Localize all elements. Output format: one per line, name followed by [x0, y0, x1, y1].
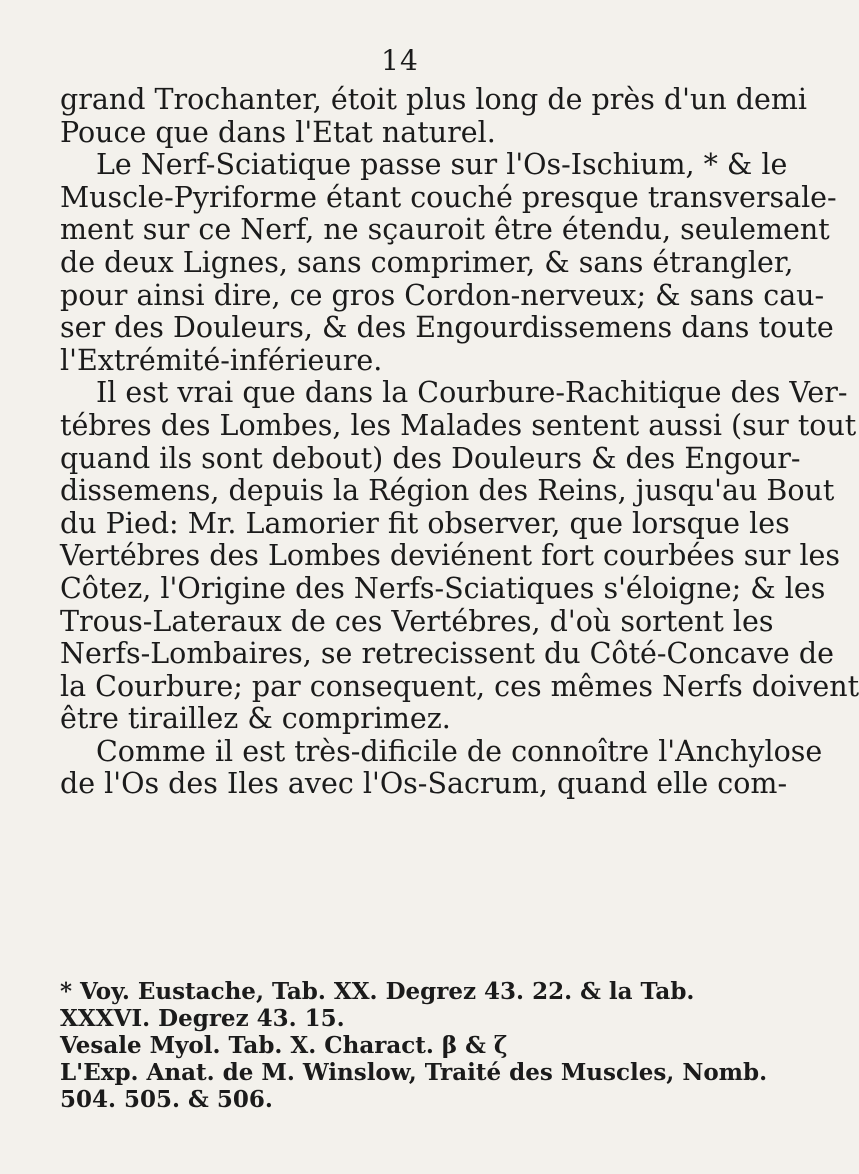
text-line: pour ainsi dire, ce gros Cordon-nerveux; & sans cau-: [60, 278, 825, 312]
text-line: ment sur ce Nerf, ne sçauroit être étendu, seulement: [60, 213, 830, 247]
text-line: du Pied: Mr. Lamorier fit observer, que lorsque les: [60, 506, 790, 540]
footnote-line: L'Exp. Anat. de M. Winslow, Traité des Muscles, Nomb.: [60, 1059, 768, 1086]
footnote-line: Vesale Myol. Tab. X. Charact. β & ζ: [60, 1032, 508, 1059]
text-line: Le Nerf-Sciatique passe sur l'Os-Ischium, * & le: [96, 148, 788, 182]
text-line: Côtez, l'Origine des Nerfs-Sciatiques s'éloigne; & les: [60, 571, 826, 605]
text-line: de deux Lignes, sans comprimer, & sans étrangler,: [60, 245, 794, 279]
text-line: Il est vrai que dans la Courbure-Rachitique des Ver-: [96, 376, 848, 410]
text-line: l'Extrémité-inférieure.: [60, 343, 383, 377]
text-line: de l'Os des Iles avec l'Os-Sacrum, quand elle com-: [60, 767, 788, 801]
text-line: tébres des Lombes, les Malades sentent aussi (sur tout: [60, 408, 857, 442]
footnote-line: XXXVI. Degrez 43. 15.: [60, 1005, 345, 1032]
text-line: Nerfs-Lombaires, se retrecissent du Côté-Concave de: [60, 637, 834, 671]
page-number: 14: [381, 44, 419, 77]
footnote-line: * Voy. Eustache, Tab. XX. Degrez 43. 22. & la Tab.: [60, 978, 695, 1005]
text-line: grand Trochanter, étoit plus long de près d'un demi: [60, 83, 808, 116]
text-line: Pouce que dans l'Etat naturel.: [60, 115, 496, 149]
text-line: ser des Douleurs, & des Engourdissemens dans toute: [60, 311, 834, 345]
text-line: Muscle-Pyriforme étant couché presque transversale-: [60, 180, 837, 214]
footnotes: [60, 978, 780, 1113]
text-line: Trous-Lateraux de ces Vertébres, d'où sortent les: [60, 604, 774, 638]
text-line: Vertébres des Lombes deviénent fort courbées sur les: [60, 539, 841, 573]
text-line: être tiraillez & comprimez.: [60, 702, 451, 736]
text-line: la Courbure; par consequent, ces mêmes Nerfs doivent: [60, 669, 859, 703]
footnote-line: 504. 505. & 506.: [60, 1086, 273, 1113]
body-text: [60, 83, 859, 801]
text-line: quand ils sont debout) des Douleurs & des Engour-: [60, 441, 801, 475]
text-line: dissemens, depuis la Région des Reins, jusqu'au Bout: [60, 474, 835, 508]
text-line: Comme il est très-dificile de connoître l'Anchylose: [96, 734, 823, 768]
